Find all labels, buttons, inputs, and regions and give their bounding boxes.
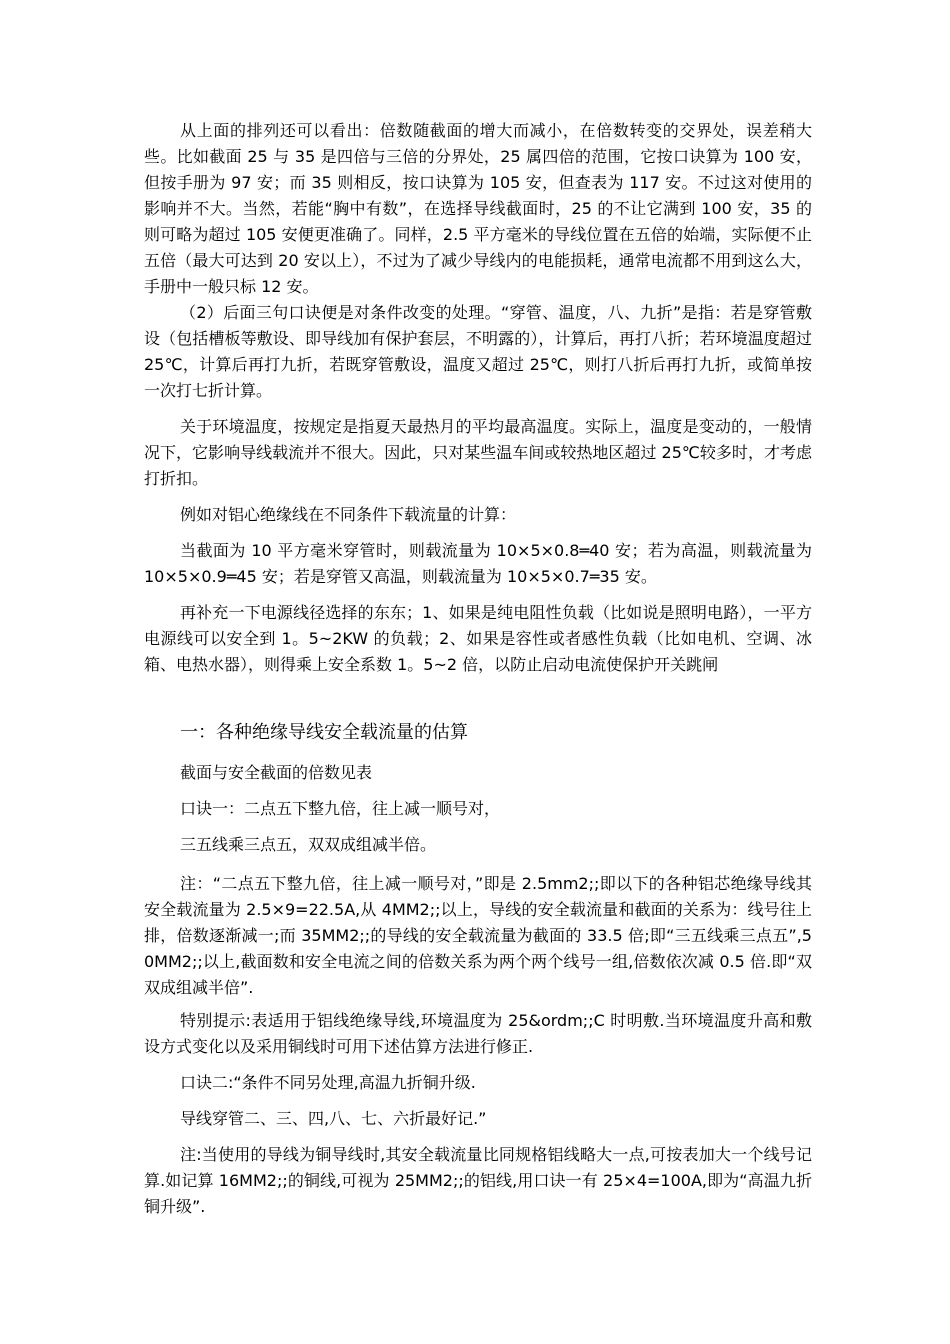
formula-verse-1: 口诀一：二点五下整九倍，往上减一顺号对， [180, 799, 501, 818]
paragraph-ambient-temperature: 关于环境温度，按规定是指夏天最热月的平均最高温度。实际上，温度是变动的，一般情况下，它影响导线载流并不很大。因此，只对某些温车间或较热地区超过 25℃较多时，才考虑打折扣。 [144, 417, 812, 488]
section-subheading: 截面与安全截面的倍数见表 [180, 763, 373, 782]
formula-verse-3-text: 口诀二:“条件不同另处理,高温九折铜升级. [180, 1073, 476, 1092]
section-heading: 一：各种绝缘导线安全载流量的估算 [180, 722, 468, 743]
paragraph-multiplier-explanation: 从上面的排列还可以看出：倍数随截面的增大而减小，在倍数转变的交界处，误差稍大些。比如截面 25 与 35 是四倍与三倍的分界处，25 属四倍的范围，它按口诀算为 100 安，但按手册为 97 安；而 35 则相反，按口诀算为 105 安，但查表为 117 安。不过这对使用的影响并不大。当然，若能“胸中有数”，在选择导线截面时，25 的不让它满到 100 安，35 的则可略为超过 105 安便更准确了。同样，2.5 平方毫米的导线位置在五倍的始端，实际便不止五倍（最大可达到 20 安以上），不过为了减少导线内的电能损耗，通常电流都不用到这么大，手册中一般只标 12 安。 [144, 121, 812, 296]
formula-verse-3 [180, 1070, 476, 1096]
note-paragraph-2: 注:当使用的导线为铜导线时,其安全载流量比同规格铝线略大一点,可按表加大一个线号记算.如记算 16MM2;;的铜线,可视为 25MM2;;的铝线,用口诀一有 25×4=100A,即为“高温九折铜升级”. [144, 1145, 812, 1216]
paragraph-condition-change: （2）后面三句口诀便是对条件改变的处理。“穿管、温度，八、九折”是指：若是穿管敷设（包括槽板等敷设、即导线加有保护套层，不明露的），计算后，再打八折；若环境温度超过 25℃，计算后再打九折，若既穿管敷设，温度又超过 25℃，则打八折后再打九折，或简单按一次打七折计算。 [144, 303, 812, 400]
note-paragraph-1: 注：“二点五下整九倍，往上减一顺号对，”即是 2.5mm2;;即以下的各种铝芯绝缘导线其安全载流量为 2.5×9=22.5A,从 4MM2;;以上，导线的安全载流量和截面的关系为：线号往上排，倍数逐渐减一;而 35MM2;;的导线的安全载流量为截面的 33.5 倍;即“三五线乘三点五”,50MM2;;以上,截面数和安全电流之间的倍数关系为两个两个线号一组,倍数依次减 0.5 倍.即“双双成组减半倍”. [144, 874, 812, 997]
special-tip-paragraph: 特别提示:表适用于铝线绝缘导线,环境温度为 25&ordm;;C 时明敷.当环境温度升高和敷设方式变化以及采用铜线时可用下述估算方法进行修正. [144, 1011, 812, 1056]
paragraph-example-calculation: 当截面为 10 平方毫米穿管时，则载流量为 10×5×0.8═40 安；若为高温，则载流量为 10×5×0.9═45 安；若是穿管又高温，则载流量为 10×5×0.7═35 安。 [144, 541, 812, 586]
formula-verse-2: 三五线乘三点五，双双成组减半倍。 [180, 835, 437, 854]
paragraph-example-intro: 例如对铝心绝缘线在不同条件下载流量的计算： [180, 505, 517, 524]
paragraph-power-cable-supplement: 再补充一下电源线径选择的东东；1、如果是纯电阻性负载（比如说是照明电路），一平方电源线可以安全到 1。5~2KW 的负载；2、如果是容性或者感性负载（比如电机、空调、冰箱、电热水器），则得乘上安全系数 1。5~2 倍，以防止启动电流使保护开关跳闸 [144, 603, 812, 674]
formula-verse-4: 导线穿管二、三、四,八、七、六折最好记.” [180, 1109, 487, 1128]
